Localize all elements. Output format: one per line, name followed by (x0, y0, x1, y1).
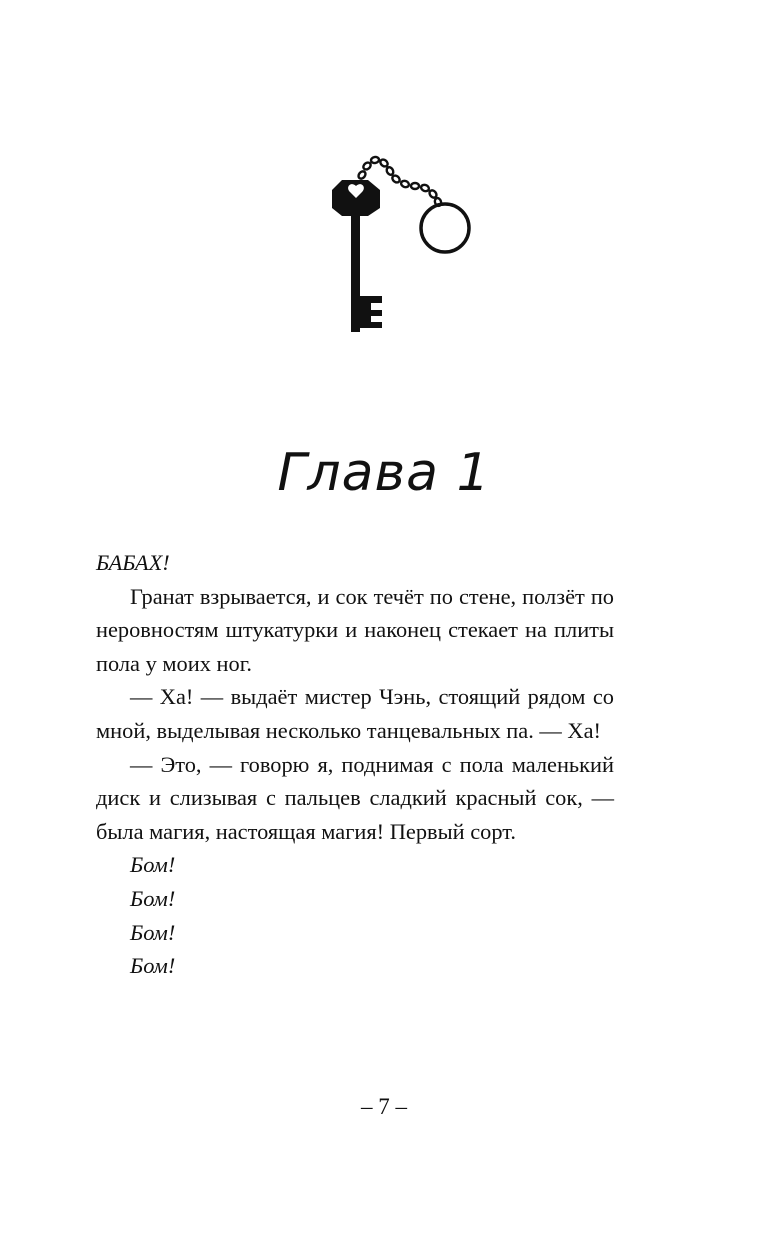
chime-line: Бом! (130, 885, 176, 911)
exclamation: БАБАХ! (96, 550, 170, 575)
chapter-title: Глава 1 (277, 443, 491, 503)
paragraph: Гранат взрывается, и сок течёт по стене, ползёт по неровностям штукатурки и наконец стекает на плиты пола у моих ног. (96, 583, 614, 676)
key-with-chain-icon (320, 150, 480, 340)
chime-line: Бом! (130, 953, 176, 979)
chapter-text (96, 546, 614, 983)
paragraph: — Ха! — выдаёт мистер Чэнь, стоящий рядом со мной, выделывая несколько танцевальных па. — Ха! (96, 684, 614, 743)
paragraph: — Это, — говорю я, поднимая с пола маленький диск и слизывая с пальцев сладкий красный сок, — была магия, настоящая магия! Первый сорт. (96, 751, 614, 844)
page-number: – 7 – (361, 1094, 407, 1119)
chime-line: Бом! (130, 852, 176, 878)
chime-line: Бом! (130, 919, 176, 945)
